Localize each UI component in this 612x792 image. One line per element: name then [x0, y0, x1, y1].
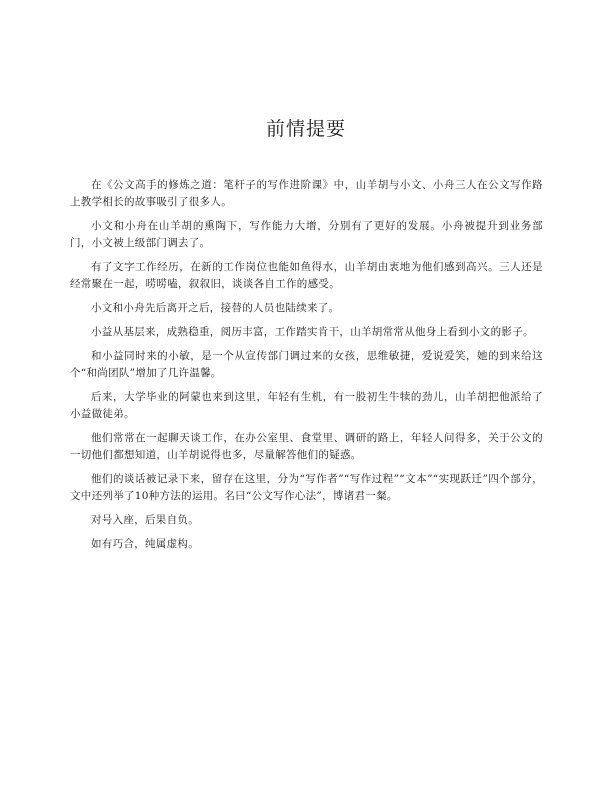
paragraph: 他们的谈话被记录下来，留存在这里，分为“写作者”“写作过程”“文本”“实现跃迁”四个部分，文中还列举了10种方法的运用。名曰“公文写作心法”，博诸君一粲。 — [70, 473, 543, 502]
page-title: 前情提要 — [265, 118, 346, 140]
paragraph: 小文和小舟在山羊胡的熏陶下，写作能力大增，分别有了更好的发展。小舟被提升到业务部门，小文被上级部门调去了。 — [70, 220, 543, 249]
paragraph: 有了文字工作经历，在新的工作岗位也能如鱼得水，山羊胡由衷地为他们感到高兴。三人还是经常聚在一起，唠唠嗑，叙叙旧，谈谈各自工作的感受。 — [70, 261, 543, 290]
paragraph: 小益从基层来，成熟稳重，阅历丰富，工作踏实肯干，山羊胡常常从他身上看到小文的影子。 — [91, 326, 534, 338]
paragraph: 和小益同时来的小敏，是一个从宣传部门调过来的女孩，思维敏捷，爱说爱笑，她的到来给这个“和尚团队”增加了几许温馨。 — [70, 350, 543, 379]
paragraph: 如有巧合，纯属虚构。 — [91, 538, 199, 550]
paragraph: 小文和小舟先后离开之后，接替的人员也陆续来了。 — [91, 302, 340, 314]
document-body — [70, 177, 543, 560]
paragraph: 对号入座，后果自负。 — [91, 514, 199, 526]
paragraph: 在《公文高手的修炼之道：笔杆子的写作进阶课》中，山羊胡与小文、小舟三人在公文写作路上教学相长的故事吸引了很多人。 — [70, 179, 543, 208]
paragraph: 他们常常在一起聊天谈工作，在办公室里、食堂里、调研的路上，年轻人问得多，关于公文的一切他们都想知道，山羊胡说得也多，尽量解答他们的疑惑。 — [70, 432, 543, 461]
paragraph: 后来，大学毕业的阿蒙也来到这里，年轻有生机，有一股初生牛犊的劲儿，山羊胡把他派给了小益做徒弟。 — [70, 391, 543, 420]
